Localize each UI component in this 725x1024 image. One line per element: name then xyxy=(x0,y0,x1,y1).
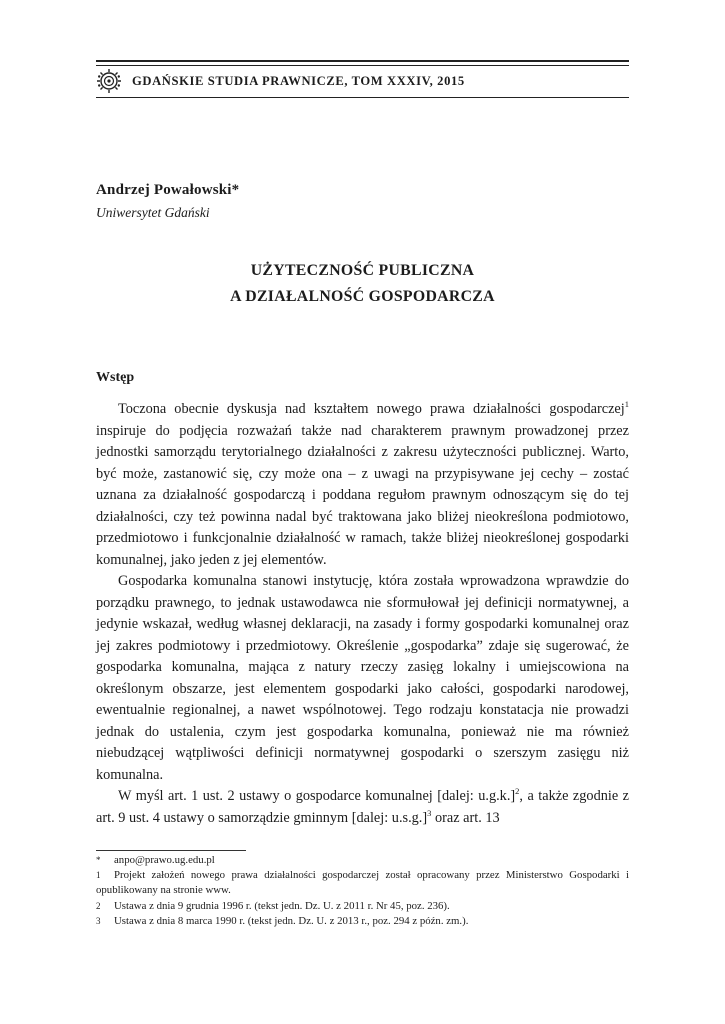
header-rule-thin xyxy=(96,65,629,66)
author-affiliation: Uniwersytet Gdański xyxy=(96,205,210,220)
footnote-item xyxy=(96,868,629,898)
footnote-mark: 2 xyxy=(96,900,101,911)
paragraph-1-text-b: inspiruje do podjęcia rozważań także nad charakterem prawnym prowadzonej przez jednostki samorządu terytorialnego działalności z zakresu użyteczności publicznej. Warto, być może, zastanowić się, czy może ona – z uwagi na przypisywane jej cechy – zostać uznana za działalność gospodarczą i poddana regułom prawnym odnoszącym się do tej działalności, czy też powinna nadal być traktowana jako bliżej nieokreślona podmiotowo, przedmiotowo i funkcjonalnie działalność w ramach, także bliżej nieokreślonej gospodarki komunalnej, jako jeden z jej elementów. xyxy=(96,422,629,568)
footnote-text: anpo@prawo.ug.edu.pl xyxy=(114,854,215,866)
journal-title: GDAŃSKIE STUDIA PRAWNICZE, TOM XXXIV, 2015 xyxy=(132,73,465,88)
footnote-separator xyxy=(96,850,246,851)
footnote-ref-2[interactable]: 2 xyxy=(515,786,520,797)
footnote-ref-3[interactable]: 3 xyxy=(427,807,432,818)
footnote-mark: 3 xyxy=(96,915,101,926)
running-head xyxy=(96,67,465,95)
footnote-mark: 1 xyxy=(96,870,101,881)
footnote-item xyxy=(96,899,629,914)
footnote-mark: * xyxy=(96,855,101,865)
paragraph-3-text-c: oraz art. 13 xyxy=(431,809,500,826)
body-text xyxy=(96,399,629,829)
article-title xyxy=(96,258,629,310)
footnotes xyxy=(96,853,629,929)
university-emblem-icon xyxy=(96,68,122,94)
footnote-ref-1[interactable]: 1 xyxy=(624,399,629,410)
paragraph-3-text-b: , a także zgodnie z art. 9 ust. 4 ustawy o samorządzie gminnym [dalej: u.s.g.] xyxy=(96,788,629,826)
header-rule-bottom xyxy=(96,97,629,98)
title-line-2: A DZIAŁALNOŚĆ GOSPODARCZA xyxy=(230,288,495,305)
footnote-item xyxy=(96,853,629,868)
section-heading: Wstęp xyxy=(96,370,135,385)
paragraph-3 xyxy=(96,786,629,829)
paragraph-3-text-a: W myśl art. 1 ust. 2 ustawy o gospodarce komunalnej [dalej: u.g.k.] xyxy=(118,788,516,804)
author-name: Andrzej Powałowski* xyxy=(96,182,240,198)
page xyxy=(96,0,629,1024)
footnote-text: Ustawa z dnia 8 marca 1990 r. (tekst jedn. Dz. U. z 2013 r., poz. 294 z późn. zm.). xyxy=(114,914,469,927)
footnote-text: Ustawa z dnia 9 grudnia 1996 r. (tekst jedn. Dz. U. z 2011 r. Nr 45, poz. 236). xyxy=(114,899,450,912)
footnote-text: Projekt założeń nowego prawa działalności gospodarczej został opracowany przez Ministerstwo Gospodarki i opublikowany na stronie www. xyxy=(96,869,629,897)
title-line-1: UŻYTECZNOŚĆ PUBLICZNA xyxy=(250,262,475,279)
paragraph-1-text-a: Toczona obecnie dyskusja nad kształtem nowego prawa działalności gospodarczej xyxy=(118,401,625,417)
paragraph-1 xyxy=(96,399,629,571)
header-rule-thick xyxy=(96,60,629,62)
footnote-item xyxy=(96,914,629,929)
paragraph-2: Gospodarka komunalna stanowi instytucję, która została wprowadzona wprawdzie do porządku prawnego, to jednak ustawodawca nie sformułował jej definicji normatywnej, a jedynie wskazał, według własnej deklaracji, na zasady i formy gospodarki komunalnej oraz jej zakres podmiotowy i przedmiotowy. Określenie „gospodarka” zdaje się sugerować, że gospodarka komunalna, mająca z natury rzeczy zasięg lokalny i umiejscowiona na określonym obszarze, jest elementem gospodarki jako całości, gospodarki narodowej, ewentualnie regionalnej, a nawet wspólnotowej. Tego rodzaju konstatacja nie prowadzi jednak do ustalenia, czym jest gospodarka komunalna, ponieważ nie ma również niebudzącej wątpliwości definicji normatywnej gospodarki o szerszym zasięgu niż komunalna. xyxy=(96,573,629,783)
